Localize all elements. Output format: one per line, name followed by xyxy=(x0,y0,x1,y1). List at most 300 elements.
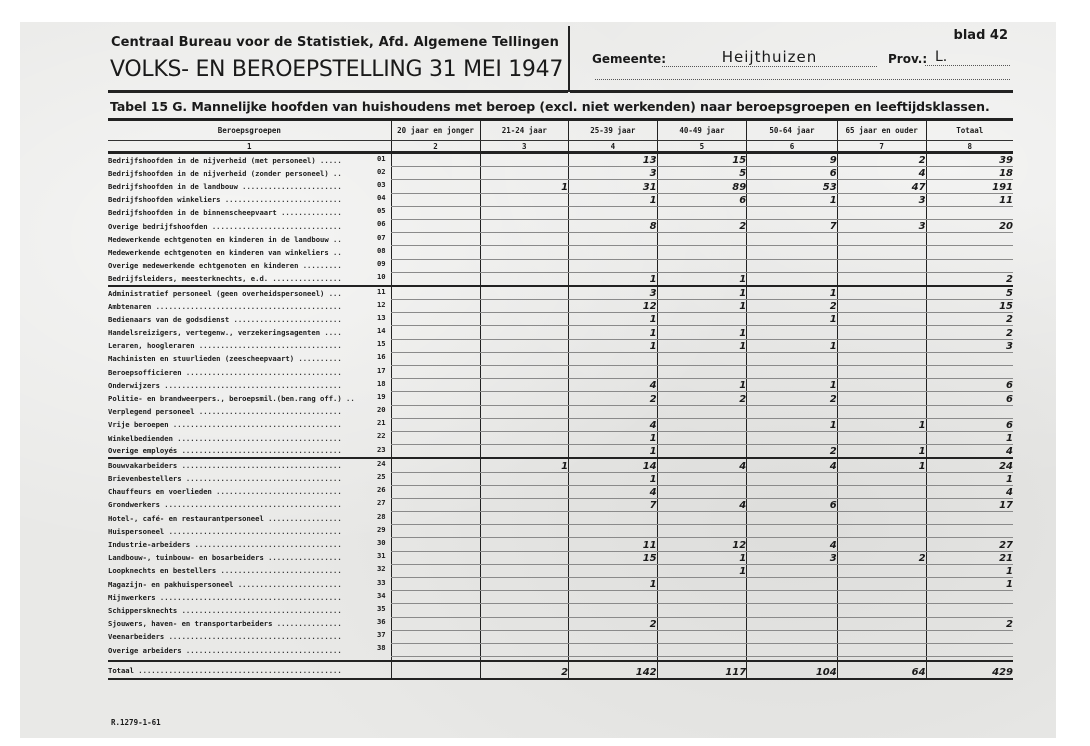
value-cell xyxy=(747,525,838,538)
value-cell xyxy=(569,564,658,577)
value-cell: 4 xyxy=(657,498,747,511)
value-cell: 1 xyxy=(569,313,658,326)
table-row xyxy=(108,538,1013,551)
value-cell: 1 xyxy=(747,193,838,206)
value-cell xyxy=(837,246,926,259)
value-cell xyxy=(480,153,569,167)
value-cell: 191 xyxy=(926,180,1013,193)
value-cell: 5 xyxy=(657,167,747,180)
table-row xyxy=(108,485,1013,498)
leader-dots: ..................................... xyxy=(177,446,342,456)
column-header: 20 jaar en jonger xyxy=(391,120,480,141)
occupation-label: Totaal xyxy=(108,665,134,675)
row-label-cell xyxy=(108,525,391,538)
leader-dots: ................. xyxy=(263,513,342,523)
table-row xyxy=(108,643,1013,656)
value-cell: 17 xyxy=(926,498,1013,511)
value-cell: 3 xyxy=(747,551,838,564)
row-code: 27 xyxy=(376,498,386,508)
value-cell xyxy=(657,405,747,418)
occupation-label: Bedrijfshoofden winkeliers xyxy=(108,195,221,205)
row-code: 17 xyxy=(376,365,386,375)
row-code: 25 xyxy=(376,472,386,481)
value-cell xyxy=(926,405,1013,418)
row-label-cell xyxy=(108,578,391,591)
value-cell xyxy=(480,366,569,379)
leader-dots: .... xyxy=(320,328,342,338)
value-cell xyxy=(480,219,569,232)
row-label-cell xyxy=(108,630,391,643)
row-code: 07 xyxy=(376,232,386,242)
table-row xyxy=(108,352,1013,365)
value-cell: 3 xyxy=(926,339,1013,352)
table-row xyxy=(108,472,1013,485)
value-cell: 5 xyxy=(926,286,1013,300)
column-number: 8 xyxy=(926,141,1013,153)
value-cell: 4 xyxy=(569,418,658,431)
value-cell: 1 xyxy=(747,286,838,300)
form-code: R.1279-1-61 xyxy=(111,718,161,727)
value-cell: 7 xyxy=(747,219,838,232)
column-number: 2 xyxy=(391,141,480,153)
table-row xyxy=(108,326,1013,339)
row-code: 24 xyxy=(376,459,386,469)
value-cell: 1 xyxy=(569,326,658,339)
value-cell xyxy=(480,485,569,498)
value-cell xyxy=(926,233,1013,246)
value-cell: 4 xyxy=(747,458,838,472)
value-cell: 4 xyxy=(837,167,926,180)
value-cell xyxy=(391,498,480,511)
value-cell: 8 xyxy=(569,219,658,232)
value-cell: 6 xyxy=(747,167,838,180)
value-cell xyxy=(391,206,480,219)
value-cell xyxy=(480,445,569,459)
value-cell: 1 xyxy=(657,300,747,313)
row-label-cell xyxy=(108,405,391,418)
occupation-label: Mijnwerkers xyxy=(108,592,156,602)
value-cell xyxy=(569,630,658,643)
table-row xyxy=(108,339,1013,352)
table-row xyxy=(108,206,1013,219)
leader-dots: .............. xyxy=(276,208,342,218)
row-code: 20 xyxy=(376,405,386,415)
form-title: VOLKS- EN BEROEPSTELLING 31 MEI 1947 xyxy=(110,57,564,82)
value-cell xyxy=(391,431,480,444)
value-cell xyxy=(837,472,926,485)
column-header-row xyxy=(108,120,1013,141)
occupation-label: Bouwvakarbeiders xyxy=(108,461,178,471)
value-cell xyxy=(747,431,838,444)
value-cell xyxy=(480,418,569,431)
value-cell xyxy=(747,233,838,246)
leader-dots: ... xyxy=(324,288,342,298)
value-cell: 2 xyxy=(657,219,747,232)
row-code: 05 xyxy=(376,206,386,216)
value-cell xyxy=(391,643,480,656)
table-row xyxy=(108,313,1013,326)
value-cell xyxy=(480,326,569,339)
value-cell: 1 xyxy=(569,272,658,286)
table-row xyxy=(108,405,1013,418)
column-header: 65 jaar en ouder xyxy=(837,120,926,141)
row-code: 08 xyxy=(376,245,386,255)
value-cell xyxy=(926,643,1013,656)
value-cell xyxy=(926,525,1013,538)
row-code: 35 xyxy=(376,603,386,613)
occupation-label: Bedrijfsleiders, meesterknechts, e.d. xyxy=(108,274,269,284)
leader-dots: .. xyxy=(328,168,342,178)
table-row xyxy=(108,259,1013,272)
leader-dots: .................................. xyxy=(190,540,342,550)
value-cell xyxy=(480,300,569,313)
value-cell: 4 xyxy=(657,458,747,472)
value-cell xyxy=(657,233,747,246)
row-label-cell xyxy=(108,272,391,286)
table-row xyxy=(108,525,1013,538)
row-label-cell xyxy=(108,591,391,604)
table-row xyxy=(108,564,1013,577)
value-cell xyxy=(747,564,838,577)
value-cell xyxy=(657,578,747,591)
occupation-label: Vrije beroepen xyxy=(108,420,169,430)
value-cell xyxy=(480,591,569,604)
leader-dots: ..................................... xyxy=(177,461,342,471)
value-cell: 53 xyxy=(747,180,838,193)
value-cell: 31 xyxy=(569,180,658,193)
value-cell xyxy=(391,405,480,418)
value-cell: 1 xyxy=(569,193,658,206)
value-cell xyxy=(391,617,480,630)
value-cell xyxy=(657,643,747,656)
value-cell: 9 xyxy=(747,153,838,167)
value-cell xyxy=(391,153,480,167)
value-cell xyxy=(837,643,926,656)
value-cell xyxy=(391,246,480,259)
header-divider xyxy=(568,26,570,92)
total-value-cell: 2 xyxy=(480,661,569,679)
row-label-cell xyxy=(108,604,391,617)
table-row xyxy=(108,630,1013,643)
header-rule-right xyxy=(570,90,1013,93)
occupation-label: Politie- en brandweerpers., beroepsmil.(ben.rang off.) xyxy=(108,393,342,403)
value-cell xyxy=(657,445,747,459)
value-cell xyxy=(480,630,569,643)
leader-dots: ......... xyxy=(298,261,342,271)
header-rule-left xyxy=(108,90,568,93)
value-cell: 1 xyxy=(657,551,747,564)
value-cell xyxy=(837,538,926,551)
occupation-label: Loopknechts en bestellers xyxy=(108,566,217,576)
row-code: 21 xyxy=(376,418,386,428)
value-cell: 20 xyxy=(926,219,1013,232)
value-cell xyxy=(391,233,480,246)
value-cell xyxy=(747,591,838,604)
row-label-cell xyxy=(108,472,391,485)
row-label-cell xyxy=(108,180,391,193)
value-cell xyxy=(747,246,838,259)
value-cell xyxy=(391,458,480,472)
value-cell xyxy=(480,564,569,577)
row-label-cell xyxy=(108,485,391,498)
column-number-row xyxy=(108,141,1013,153)
row-label-cell xyxy=(108,392,391,405)
row-code: 36 xyxy=(376,617,386,627)
row-code: 14 xyxy=(376,325,386,335)
value-cell: 1 xyxy=(747,379,838,392)
value-cell: 2 xyxy=(569,392,658,405)
total-value-cell: 142 xyxy=(569,661,658,679)
table-row xyxy=(108,458,1013,472)
column-header: Beroepsgroepen xyxy=(108,120,391,141)
value-cell xyxy=(480,272,569,286)
value-cell xyxy=(480,472,569,485)
leader-dots: ............................. xyxy=(211,487,342,497)
value-cell: 21 xyxy=(926,551,1013,564)
column-header: 25-39 jaar xyxy=(569,120,658,141)
value-cell: 1 xyxy=(926,472,1013,485)
total-value-cell: 429 xyxy=(926,661,1013,679)
value-cell xyxy=(837,617,926,630)
occupation-label: Bedrijfshoofden in de nijverheid (zonder personeel) xyxy=(108,168,329,178)
column-number: 5 xyxy=(657,141,747,153)
leader-dots: ......................... xyxy=(229,314,342,324)
leader-dots: .......................................... xyxy=(155,592,342,602)
table-row xyxy=(108,167,1013,180)
column-header: 50-64 jaar xyxy=(747,120,838,141)
value-cell: 6 xyxy=(926,418,1013,431)
value-cell xyxy=(480,643,569,656)
table-row xyxy=(108,418,1013,431)
value-cell: 6 xyxy=(926,392,1013,405)
column-number: 3 xyxy=(480,141,569,153)
leader-dots: ......................................... xyxy=(159,500,342,510)
row-label-cell xyxy=(108,418,391,431)
table-row xyxy=(108,551,1013,564)
value-cell: 2 xyxy=(837,551,926,564)
value-cell: 12 xyxy=(657,538,747,551)
value-cell xyxy=(837,405,926,418)
value-cell xyxy=(391,591,480,604)
value-cell xyxy=(657,418,747,431)
leader-dots: ............... xyxy=(272,619,342,629)
value-cell xyxy=(391,300,480,313)
leader-dots: ........................................ xyxy=(164,632,342,642)
gemeente-field: Heijthuizen xyxy=(662,48,877,67)
value-cell xyxy=(837,233,926,246)
occupation-label: Leraren, hoogleraren xyxy=(108,341,195,351)
value-cell: 12 xyxy=(569,300,658,313)
column-number: 6 xyxy=(747,141,838,153)
table-row xyxy=(108,246,1013,259)
value-cell xyxy=(391,418,480,431)
value-cell: 2 xyxy=(569,617,658,630)
table-row xyxy=(108,180,1013,193)
value-cell xyxy=(747,643,838,656)
value-cell xyxy=(391,366,480,379)
value-cell xyxy=(391,379,480,392)
value-cell xyxy=(391,564,480,577)
table-row xyxy=(108,604,1013,617)
value-cell xyxy=(747,617,838,630)
value-cell xyxy=(657,472,747,485)
table-title: Tabel 15 G. Mannelijke hoofden van huishoudens met beroep (excl. niet werkenden) naar beroepsgroepen en leeftijdsklassen. xyxy=(110,99,990,114)
table-row xyxy=(108,392,1013,405)
leader-dots: ............................................... xyxy=(133,665,342,675)
value-cell xyxy=(657,352,747,365)
value-cell xyxy=(837,206,926,219)
row-label-cell xyxy=(108,153,391,167)
leader-dots: .......... xyxy=(294,354,342,364)
value-cell xyxy=(391,472,480,485)
row-code: 32 xyxy=(376,564,386,574)
value-cell xyxy=(480,167,569,180)
row-label-cell xyxy=(108,313,391,326)
leader-dots: ............................ xyxy=(216,566,342,576)
value-cell xyxy=(569,525,658,538)
value-cell xyxy=(480,604,569,617)
leader-dots: ........................ xyxy=(233,579,342,589)
value-cell xyxy=(569,405,658,418)
row-code: 28 xyxy=(376,511,386,521)
value-cell xyxy=(569,643,658,656)
occupation-label: Schippersknechts xyxy=(108,605,178,615)
value-cell: 2 xyxy=(657,392,747,405)
row-code: 12 xyxy=(376,299,386,309)
row-code: 16 xyxy=(376,352,386,362)
value-cell xyxy=(480,538,569,551)
value-cell xyxy=(837,498,926,511)
row-label-cell xyxy=(108,458,391,472)
value-cell: 3 xyxy=(569,167,658,180)
value-cell: 4 xyxy=(926,445,1013,459)
value-cell xyxy=(391,193,480,206)
occupation-label: Magazijn- en pakhuispersoneel xyxy=(108,579,234,589)
row-label-cell xyxy=(108,206,391,219)
value-cell xyxy=(391,167,480,180)
value-cell xyxy=(391,604,480,617)
row-code: 30 xyxy=(376,537,386,547)
row-label-cell xyxy=(108,564,391,577)
value-cell xyxy=(657,246,747,259)
value-cell xyxy=(837,286,926,300)
value-cell xyxy=(926,604,1013,617)
value-cell: 2 xyxy=(926,313,1013,326)
value-cell xyxy=(926,512,1013,525)
value-cell xyxy=(391,272,480,286)
table-row xyxy=(108,233,1013,246)
value-cell xyxy=(837,272,926,286)
occupation-label: Overige arbeiders xyxy=(108,645,182,655)
value-cell: 1 xyxy=(569,472,658,485)
row-label-cell xyxy=(108,379,391,392)
row-code: 02 xyxy=(376,166,386,176)
value-cell xyxy=(747,578,838,591)
value-cell xyxy=(837,300,926,313)
row-code: 04 xyxy=(376,193,386,203)
row-code: 03 xyxy=(376,179,386,189)
value-cell: 89 xyxy=(657,180,747,193)
value-cell xyxy=(480,498,569,511)
value-cell: 4 xyxy=(926,485,1013,498)
value-cell xyxy=(747,485,838,498)
value-cell xyxy=(747,259,838,272)
occupation-label: Landbouw-, tuinbouw- en bosarbeiders xyxy=(108,553,264,563)
value-cell xyxy=(837,392,926,405)
table-row xyxy=(108,445,1013,459)
value-cell xyxy=(391,525,480,538)
provincie-label: Prov.: xyxy=(888,52,928,66)
total-value-cell: 64 xyxy=(837,661,926,679)
value-cell xyxy=(569,246,658,259)
value-cell: 6 xyxy=(657,193,747,206)
occupation-label: Winkelbedienden xyxy=(108,433,173,443)
value-cell: 1 xyxy=(926,578,1013,591)
leader-dots: ........................................ xyxy=(164,526,342,536)
value-cell xyxy=(657,591,747,604)
value-cell: 15 xyxy=(926,300,1013,313)
value-cell xyxy=(837,431,926,444)
occupation-label: Onderwijzers xyxy=(108,380,160,390)
value-cell xyxy=(926,366,1013,379)
value-cell: 2 xyxy=(926,272,1013,286)
occupation-label: Administratief personeel (geen overheidspersoneel) xyxy=(108,288,325,298)
value-cell: 1 xyxy=(657,286,747,300)
value-cell xyxy=(480,339,569,352)
value-cell xyxy=(926,352,1013,365)
value-cell xyxy=(926,246,1013,259)
value-cell: 15 xyxy=(657,153,747,167)
value-cell xyxy=(657,485,747,498)
value-cell xyxy=(569,206,658,219)
occupation-label: Bedrijfshoofden in de binnenscheepvaart xyxy=(108,208,277,218)
value-cell xyxy=(480,352,569,365)
table-row xyxy=(108,512,1013,525)
value-cell xyxy=(480,193,569,206)
leader-dots: .. xyxy=(341,393,355,403)
value-cell: 13 xyxy=(569,153,658,167)
value-cell xyxy=(480,578,569,591)
value-cell xyxy=(391,326,480,339)
occupation-label: Beroepsofficieren xyxy=(108,367,182,377)
value-cell xyxy=(926,630,1013,643)
value-cell xyxy=(391,259,480,272)
occupation-label: Sjouwers, haven- en transportarbeiders xyxy=(108,619,273,629)
value-cell: 3 xyxy=(837,219,926,232)
table-row xyxy=(108,193,1013,206)
value-cell: 1 xyxy=(926,564,1013,577)
occupation-label: Industrie-arbeiders xyxy=(108,540,191,550)
leader-dots: .................................... xyxy=(181,474,342,484)
value-cell xyxy=(569,366,658,379)
row-code: 29 xyxy=(376,524,386,534)
row-label-cell xyxy=(108,233,391,246)
row-label-cell xyxy=(108,259,391,272)
value-cell: 1 xyxy=(480,180,569,193)
leader-dots: ................. xyxy=(263,553,342,563)
value-cell: 1 xyxy=(657,326,747,339)
row-code: 09 xyxy=(376,259,386,268)
leader-dots: .................................... xyxy=(181,367,342,377)
value-cell: 14 xyxy=(569,458,658,472)
row-code: 19 xyxy=(376,391,386,401)
value-cell xyxy=(480,551,569,564)
occupation-label: Hotel-, café- en restaurantpersoneel xyxy=(108,513,264,523)
table-row xyxy=(108,498,1013,511)
table-row xyxy=(108,286,1013,300)
value-cell: 1 xyxy=(837,418,926,431)
row-code: 10 xyxy=(376,272,386,282)
